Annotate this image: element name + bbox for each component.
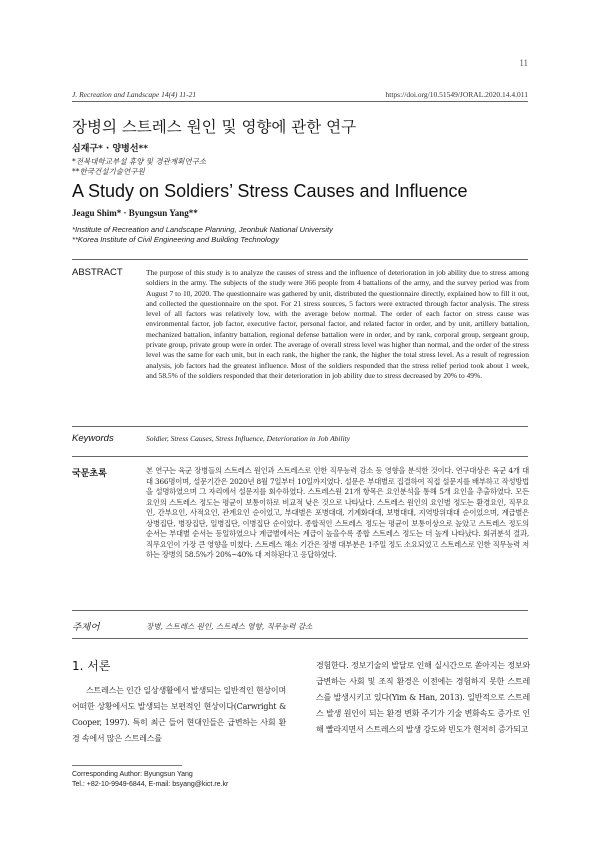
abstract-text: The purpose of this study is to analyze the causes of stress and the influence of deterioration in job ability due to stress among soldiers in the army. The subjects of the study were 366 people from 4 battalions of the army, and the survey period was from August 7 to 10, 2020. The questionnaire was gathered by unit, distributed the questionnaire directly, explained how to fill it out, and collected the questionnaire on the spot. For 21 stress sources, 5 factors were extracted through factor analysis. The stress level of all factors was relatively low, with the average below normal. The order of each factor on stress cause was environmental factor, job factor, executive factor, personal factor, and related factor in order, and by unit, artillery battalion, mechanized battalion, infantry battalion, regional defense battalion were in order, and by rank, corporal group, sergeant group, private group, private group were in order. The average of overall stress level was higher than normal, and the order of the stress level was the same for each unit, but in each rank, the higher the rank, the higher the total stress level. As a result of regression analysis, job factors had the greatest influence. Most of the soldiers responded that the stress relief period took about 1 week, and 58.5% of the soldiers responded that their deterioration in job ability due to stress decreased by 20% to 49%. [146, 268, 529, 380]
korean-keywords-label: 주제어 [72, 622, 100, 633]
keywords-top-rule [72, 426, 528, 427]
header-rule [72, 101, 528, 102]
keywords-label: Keywords [72, 433, 114, 444]
english-authors: Jeagu Shim* · Byungsun Yang** [72, 208, 198, 218]
body-left-column: 스트레스는 인간 일상생활에서 발생되는 일반적인 현상이며 어떠한 상황에서도 발생되는 보편적인 현상이다(Carwright & Cooper, 1997). 특히 최근 들어 현대인들은 급변하는 사회 환경 속에서 많은 스트레스를 [72, 686, 286, 743]
section-heading: 1. 서론 [72, 659, 111, 673]
korean-affiliation-1: *전북대학교부설 휴양 및 경관계획연구소 [72, 157, 207, 166]
korean-title: 장병의 스트레스 원인 및 영향에 관한 연구 [72, 118, 357, 136]
korean-authors: 심재구* · 양병선** [72, 144, 148, 154]
english-affiliation-1: *Institute of Recreation and Landscape Planning, Jeonbuk National University [72, 225, 333, 234]
abstract-top-rule [72, 259, 528, 260]
english-affiliation-2: **Korea Institute of Civil Engineering and Building Technology [72, 235, 279, 244]
keywords-text: Soldier, Stress Causes, Stress Influence, Deterioration in Job Ability [146, 434, 351, 443]
korean-affiliation-2: **한국건설기술연구원 [72, 167, 145, 176]
page-number: 11 [519, 58, 528, 68]
korean-abstract-top-rule [72, 456, 528, 457]
korean-keywords-bottom-rule [72, 638, 528, 639]
english-title: A Study on Soldiers’ Stress Causes and Influence [72, 181, 468, 201]
doi-link[interactable]: https://doi.org/10.51549/JORAL.2020.14.4.011 [385, 90, 528, 99]
korean-abstract-label: 국문초록 [72, 469, 107, 479]
korean-keywords-text: 장병, 스트레스 원인, 스트레스 영향, 직무능력 감소 [146, 622, 313, 631]
korean-keywords-top-rule [72, 610, 528, 611]
author-contact: Tel.: +82-10-9949-6844, E-mail: bsyang@kict.re.kr [72, 781, 229, 788]
corresponding-author: Corresponding Author: Byungsun Yang [72, 771, 193, 778]
korean-abstract-text: 본 연구는 육군 장병들의 스트레스 원인과 스트레스로 인한 직무능력 감소 등 영향을 분석한 것이다. 연구대상은 육군 4개 대대 366명이며, 설문기간은 2020년 8월 7일부터 10일까지였다. 설문은 부대별로 집결하여 직접 설문지를 배부하고 작성방법을 설명하였으며 그 자리에서 설문지를 회수하였다. 스트레스원 21개 항목은 요인분석을 통해 5개 요인을 추출하였다. 모든 요인의 스트레스 정도는 평균이 보통이하로 비교적 낮은 것으로 나타났다. 스트레스 원인의 요인별 정도는 환경요인, 직무요인, 간부요인, 사적요인, 관계요인 순이었고, 부대별은 포병대대, 기계화대대, 보병대대, 지역방위대대 순이었으며, 계급별은 상병집단, 병장집단, 일병집단, 이병집단 순이었다. 종합적인 스트레스 정도는 평균이 보통이상으로 높았고 스트레스 정도의 순서는 부대별 순서는 동일하였으나 계급별에서는 계급이 높을수록 종합 스트레스 정도는 더 높게 나타났다. 회귀분석 결과, 직무요인이 가장 큰 영향을 미쳤다. 스트레스 해소 기간은 장병 대부분은 1주일 정도 소요되었고 스트레스로 인한 직무능력 저하는 장병의 58.5%가 20%~40% 대 저하된다고 응답하였다. [146, 466, 529, 559]
footnote-rule [72, 765, 182, 766]
abstract-label: ABSTRACT [72, 267, 123, 278]
journal-citation: J. Recreation and Landscape 14(4) 11-21 [72, 90, 197, 99]
body-right-column: 경험한다. 정보기술의 발달로 인해 실시간으로 쏟아지는 정보와 급변하는 사회 및 조직 환경은 이전에는 경험하지 못한 스트레스를 발생시키고 있다(Yim & Han, 2013). 일반적으로 스트레스 발생 원인이 되는 환경 변화 주기가 기술 변화속도 증가로 인해 빨라지면서 스트레스의 발생 강도와 빈도가 현저히 증가되고 [316, 661, 530, 734]
